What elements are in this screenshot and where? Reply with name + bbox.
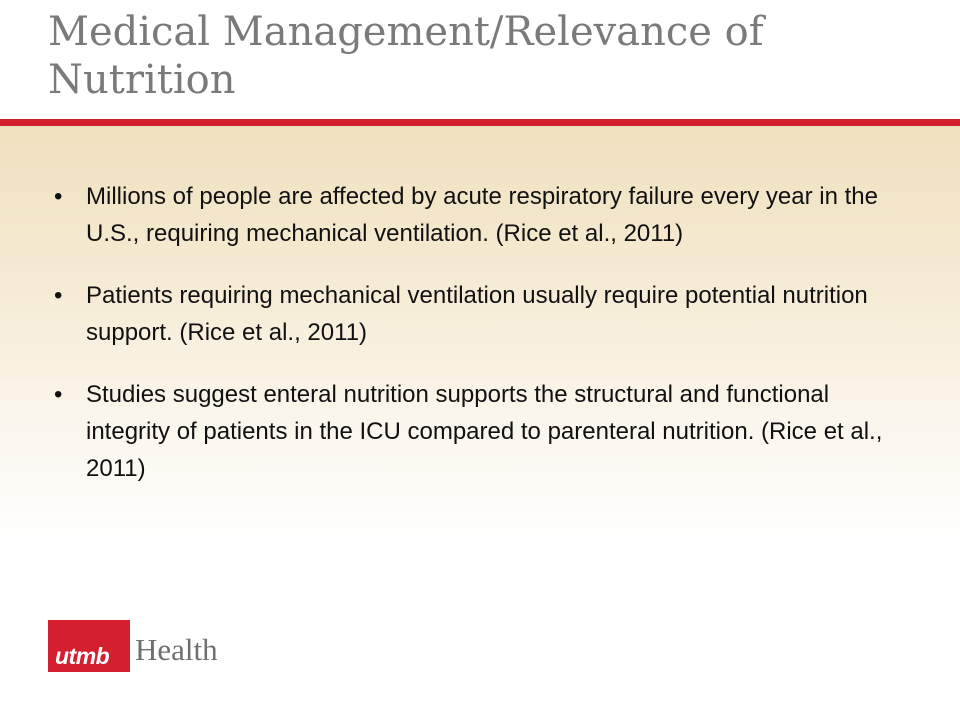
bullet-item <box>54 277 914 351</box>
slide-title: Medical Management/Relevance of Nutrition <box>48 9 764 103</box>
bullet-list <box>54 178 914 512</box>
bullet-icon: • <box>54 183 63 210</box>
logo-mark <box>48 620 130 672</box>
bullet-text: Studies suggest enteral nutrition supports the structural and functional integrity of patients in the ICU compared to parenteral nutrition. (Rice et al., 2011) <box>86 381 883 482</box>
logo-mark-text: utmb <box>55 643 110 669</box>
bullet-text: Millions of people are affected by acute respiratory failure every year in the U.S., requiring mechanical ventilation. (Rice et al., 2011) <box>86 183 878 247</box>
bullet-icon: • <box>54 381 63 408</box>
logo-wordmark: Health <box>135 632 218 667</box>
utmb-health-logo <box>48 620 218 672</box>
bullet-item <box>54 376 914 487</box>
title-divider <box>0 119 960 126</box>
bullet-text: Patients requiring mechanical ventilation usually require potential nutrition support. (Rice et al., 2011) <box>86 282 868 346</box>
bullet-icon: • <box>54 282 63 309</box>
bullet-item <box>54 178 914 252</box>
